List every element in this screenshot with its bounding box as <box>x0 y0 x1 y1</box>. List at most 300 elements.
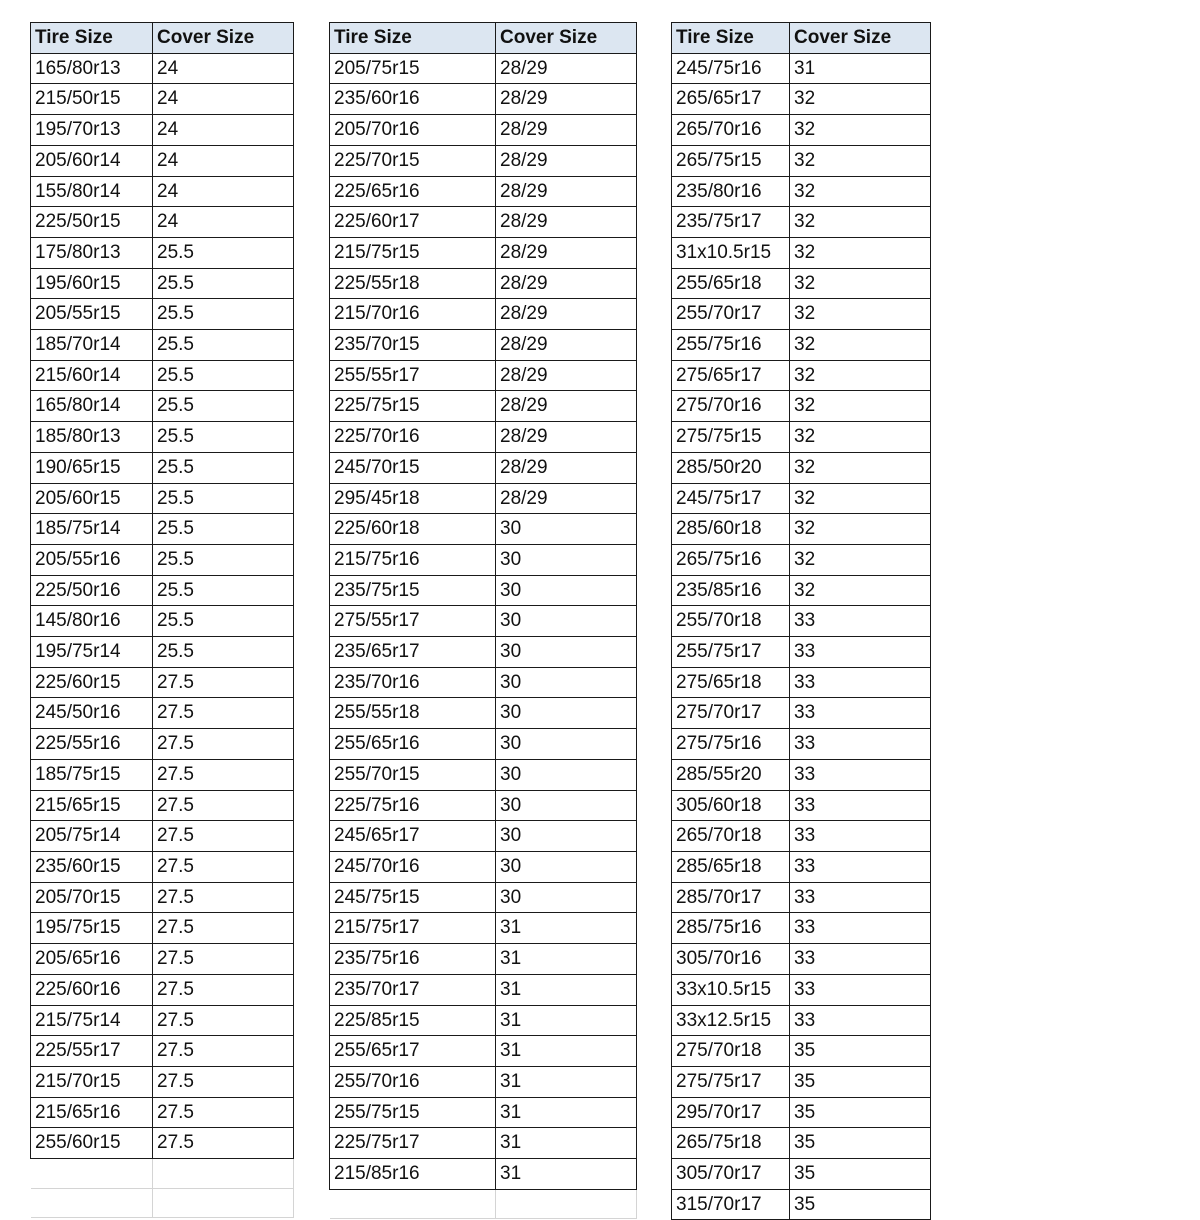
table-row <box>672 452 931 483</box>
cover-size-cell: 28/29 <box>496 207 637 238</box>
cover-size-cell: 32 <box>790 145 931 176</box>
tire-size-cell: 255/75r15 <box>330 1097 496 1128</box>
tire-size-cell: 225/75r15 <box>330 391 496 422</box>
table-row <box>672 299 931 330</box>
tire-size-cell: 225/65r16 <box>330 176 496 207</box>
table-row <box>31 391 294 422</box>
table-row <box>672 1128 931 1159</box>
empty-cell <box>496 1189 637 1219</box>
table-row <box>31 637 294 668</box>
tire-cover-table-3 <box>671 22 931 1220</box>
cover-size-cell: 24 <box>153 207 294 238</box>
tire-size-cell: 225/55r17 <box>31 1036 153 1067</box>
cover-size-cell: 33 <box>790 790 931 821</box>
cover-size-cell: 31 <box>790 53 931 84</box>
cover-size-cell: 27.5 <box>153 1036 294 1067</box>
cover-size-cell: 35 <box>790 1159 931 1190</box>
tire-size-cell: 225/60r15 <box>31 667 153 698</box>
tire-size-cell: 285/55r20 <box>672 759 790 790</box>
tire-size-cell: 235/75r16 <box>330 944 496 975</box>
cover-size-cell: 27.5 <box>153 1066 294 1097</box>
table-row <box>330 268 637 299</box>
tire-size-cell: 215/65r16 <box>31 1097 153 1128</box>
tire-size-cell: 225/60r17 <box>330 207 496 238</box>
table-row <box>330 759 637 790</box>
tire-size-cell: 205/60r15 <box>31 483 153 514</box>
cover-size-cell: 35 <box>790 1128 931 1159</box>
cover-size-cell: 27.5 <box>153 944 294 975</box>
tire-size-cell: 285/70r17 <box>672 882 790 913</box>
cover-size-cell: 27.5 <box>153 1005 294 1036</box>
tire-size-cell: 205/75r15 <box>330 53 496 84</box>
table-row <box>31 514 294 545</box>
cover-size-cell: 25.5 <box>153 483 294 514</box>
tire-size-cell: 185/75r14 <box>31 514 153 545</box>
tire-size-cell: 255/70r15 <box>330 759 496 790</box>
table-row <box>31 667 294 698</box>
cover-size-cell: 28/29 <box>496 330 637 361</box>
table-row <box>330 391 637 422</box>
table-row <box>330 53 637 84</box>
table-row <box>330 606 637 637</box>
cover-size-cell: 32 <box>790 207 931 238</box>
table-row <box>330 514 637 545</box>
tire-size-cell: 145/80r16 <box>31 606 153 637</box>
cover-size-cell: 27.5 <box>153 698 294 729</box>
cover-size-cell: 28/29 <box>496 360 637 391</box>
cover-size-cell: 27.5 <box>153 821 294 852</box>
tire-size-cell: 275/75r16 <box>672 729 790 760</box>
cover-size-cell: 31 <box>496 1036 637 1067</box>
table-row <box>330 1097 637 1128</box>
tire-size-cell: 265/65r17 <box>672 84 790 115</box>
cover-size-cell: 24 <box>153 53 294 84</box>
table-row <box>672 544 931 575</box>
tire-size-cell: 255/75r16 <box>672 330 790 361</box>
table-row <box>330 667 637 698</box>
table-row <box>330 84 637 115</box>
cover-size-cell: 24 <box>153 115 294 146</box>
table-row <box>672 974 931 1005</box>
tire-size-cell: 245/70r15 <box>330 452 496 483</box>
table-row <box>31 360 294 391</box>
table-row <box>330 237 637 268</box>
tire-size-cell: 285/75r16 <box>672 913 790 944</box>
table-row <box>672 575 931 606</box>
table-row <box>672 268 931 299</box>
header-cover-size: Cover Size <box>790 23 931 54</box>
table-row <box>31 84 294 115</box>
cover-size-cell: 25.5 <box>153 514 294 545</box>
cover-size-cell: 25.5 <box>153 237 294 268</box>
table-row <box>330 299 637 330</box>
table-row <box>672 483 931 514</box>
tire-size-cell: 255/70r17 <box>672 299 790 330</box>
tire-size-cell: 215/75r14 <box>31 1005 153 1036</box>
table-row <box>672 637 931 668</box>
cover-size-cell: 32 <box>790 84 931 115</box>
table-row <box>330 330 637 361</box>
table-row <box>31 53 294 84</box>
table-row <box>31 452 294 483</box>
table-row <box>672 514 931 545</box>
cover-size-cell: 28/29 <box>496 391 637 422</box>
tire-size-cell: 33x10.5r15 <box>672 974 790 1005</box>
table-row <box>31 207 294 238</box>
table-row <box>672 84 931 115</box>
cover-size-cell: 28/29 <box>496 53 637 84</box>
cover-size-cell: 32 <box>790 452 931 483</box>
cover-size-cell: 30 <box>496 667 637 698</box>
tire-size-cell: 225/50r15 <box>31 207 153 238</box>
cover-size-cell: 32 <box>790 575 931 606</box>
cover-size-cell: 25.5 <box>153 452 294 483</box>
tire-size-cell: 185/80r13 <box>31 422 153 453</box>
table-row <box>31 759 294 790</box>
cover-size-cell: 33 <box>790 851 931 882</box>
table-row <box>330 452 637 483</box>
table-row <box>330 1189 637 1219</box>
cover-size-cell: 27.5 <box>153 759 294 790</box>
tire-size-cell: 225/60r18 <box>330 514 496 545</box>
tire-size-cell: 255/65r16 <box>330 729 496 760</box>
cover-size-cell: 33 <box>790 913 931 944</box>
tire-size-cell: 275/55r17 <box>330 606 496 637</box>
table-row <box>31 483 294 514</box>
cover-size-cell: 30 <box>496 637 637 668</box>
tire-size-cell: 33x12.5r15 <box>672 1005 790 1036</box>
tire-size-cell: 275/70r16 <box>672 391 790 422</box>
tire-size-cell: 275/75r15 <box>672 422 790 453</box>
tire-size-cell: 265/70r18 <box>672 821 790 852</box>
cover-size-cell: 32 <box>790 422 931 453</box>
table-row <box>330 544 637 575</box>
tire-size-cell: 295/70r17 <box>672 1097 790 1128</box>
tire-size-cell: 215/75r15 <box>330 237 496 268</box>
cover-size-cell: 33 <box>790 637 931 668</box>
tire-size-cell: 285/60r18 <box>672 514 790 545</box>
table-row <box>31 330 294 361</box>
table-row <box>330 913 637 944</box>
table-row <box>330 729 637 760</box>
table-row <box>31 974 294 1005</box>
tire-size-cell: 255/70r18 <box>672 606 790 637</box>
table-row <box>672 1189 931 1220</box>
table-row <box>31 422 294 453</box>
table-row <box>672 422 931 453</box>
table-row <box>672 115 931 146</box>
tire-size-cell: 225/55r16 <box>31 729 153 760</box>
tire-size-cell: 190/65r15 <box>31 452 153 483</box>
table-row <box>672 790 931 821</box>
tire-size-cell: 235/75r15 <box>330 575 496 606</box>
table-row <box>31 698 294 729</box>
tire-size-cell: 275/70r18 <box>672 1036 790 1067</box>
tire-size-cell: 205/65r16 <box>31 944 153 975</box>
table-row <box>672 207 931 238</box>
tire-size-cell: 165/80r14 <box>31 391 153 422</box>
tire-size-cell: 245/75r15 <box>330 882 496 913</box>
cover-size-cell: 31 <box>496 944 637 975</box>
table-row <box>31 790 294 821</box>
tire-size-cell: 31x10.5r15 <box>672 237 790 268</box>
table-row <box>672 944 931 975</box>
cover-size-cell: 30 <box>496 514 637 545</box>
table-row <box>31 821 294 852</box>
table-row <box>672 237 931 268</box>
table-header-row <box>672 23 931 54</box>
table-header-row <box>31 23 294 54</box>
table-row <box>330 944 637 975</box>
tire-size-cell: 195/75r15 <box>31 913 153 944</box>
table-row <box>330 637 637 668</box>
header-tire-size: Tire Size <box>31 23 153 54</box>
table-row <box>31 1159 294 1189</box>
cover-size-cell: 32 <box>790 115 931 146</box>
table-row <box>330 1036 637 1067</box>
cover-size-cell: 32 <box>790 483 931 514</box>
table-row <box>672 391 931 422</box>
header-cover-size: Cover Size <box>153 23 294 54</box>
header-tire-size: Tire Size <box>672 23 790 54</box>
tire-size-cell: 275/70r17 <box>672 698 790 729</box>
cover-size-cell: 33 <box>790 974 931 1005</box>
tire-size-cell: 255/75r17 <box>672 637 790 668</box>
tire-size-cell: 225/70r15 <box>330 145 496 176</box>
tire-size-cell: 255/60r15 <box>31 1128 153 1159</box>
tire-size-cell: 215/70r15 <box>31 1066 153 1097</box>
cover-size-cell: 30 <box>496 790 637 821</box>
cover-size-cell: 30 <box>496 882 637 913</box>
table-row <box>672 330 931 361</box>
tire-size-cell: 265/75r18 <box>672 1128 790 1159</box>
tire-cover-table-2 <box>329 22 637 1219</box>
table-row <box>31 882 294 913</box>
header-tire-size: Tire Size <box>330 23 496 54</box>
table-row <box>672 667 931 698</box>
cover-size-cell: 31 <box>496 1097 637 1128</box>
cover-size-cell: 31 <box>496 1128 637 1159</box>
tire-size-cell: 295/45r18 <box>330 483 496 514</box>
table-row <box>672 53 931 84</box>
tire-size-cell: 275/65r17 <box>672 360 790 391</box>
tire-size-cell: 195/60r15 <box>31 268 153 299</box>
cover-size-cell: 28/29 <box>496 84 637 115</box>
table-row <box>31 237 294 268</box>
cover-size-cell: 30 <box>496 606 637 637</box>
header-cover-size: Cover Size <box>496 23 637 54</box>
tire-size-cell: 265/70r16 <box>672 115 790 146</box>
cover-size-cell: 27.5 <box>153 729 294 760</box>
tire-size-cell: 195/75r14 <box>31 637 153 668</box>
tire-size-cell: 285/65r18 <box>672 851 790 882</box>
tire-size-cell: 225/75r17 <box>330 1128 496 1159</box>
tire-size-cell: 245/75r17 <box>672 483 790 514</box>
table-row <box>330 207 637 238</box>
table-row <box>672 145 931 176</box>
table-row <box>330 1005 637 1036</box>
table-row <box>330 698 637 729</box>
tire-size-cell: 215/60r14 <box>31 360 153 391</box>
tire-size-cell: 235/85r16 <box>672 575 790 606</box>
cover-size-cell: 27.5 <box>153 1128 294 1159</box>
table-row <box>330 1128 637 1159</box>
table-row <box>672 698 931 729</box>
tire-size-cell: 205/60r14 <box>31 145 153 176</box>
table-row <box>330 115 637 146</box>
cover-size-cell: 27.5 <box>153 882 294 913</box>
tire-size-cell: 215/70r16 <box>330 299 496 330</box>
cover-size-cell: 35 <box>790 1189 931 1220</box>
cover-size-cell: 25.5 <box>153 575 294 606</box>
tire-size-cell: 205/70r16 <box>330 115 496 146</box>
table-row <box>31 299 294 330</box>
cover-size-cell: 28/29 <box>496 237 637 268</box>
tire-size-cell: 185/70r14 <box>31 330 153 361</box>
cover-size-cell: 28/29 <box>496 268 637 299</box>
table-row <box>330 575 637 606</box>
cover-size-cell: 32 <box>790 237 931 268</box>
tire-cover-table-1 <box>30 22 294 1218</box>
table-row <box>672 360 931 391</box>
tire-size-cell: 305/70r17 <box>672 1159 790 1190</box>
cover-size-cell: 28/29 <box>496 483 637 514</box>
table-row <box>672 759 931 790</box>
tire-size-cell: 225/60r16 <box>31 974 153 1005</box>
tire-size-cell: 235/60r15 <box>31 851 153 882</box>
cover-size-cell: 28/29 <box>496 299 637 330</box>
table-row <box>672 729 931 760</box>
table-row <box>330 821 637 852</box>
cover-size-cell: 31 <box>496 1005 637 1036</box>
tire-size-cell: 235/70r16 <box>330 667 496 698</box>
cover-size-cell: 25.5 <box>153 544 294 575</box>
cover-size-cell: 30 <box>496 759 637 790</box>
tire-size-cell: 245/70r16 <box>330 851 496 882</box>
tire-size-cell: 255/65r17 <box>330 1036 496 1067</box>
empty-cell <box>31 1159 153 1189</box>
cover-size-cell: 27.5 <box>153 1097 294 1128</box>
table-row <box>31 729 294 760</box>
cover-size-cell: 32 <box>790 299 931 330</box>
table-row <box>672 176 931 207</box>
tire-size-cell: 265/75r16 <box>672 544 790 575</box>
tire-size-cell: 235/80r16 <box>672 176 790 207</box>
tire-size-cell: 205/55r15 <box>31 299 153 330</box>
cover-size-cell: 24 <box>153 176 294 207</box>
cover-size-cell: 30 <box>496 729 637 760</box>
cover-size-cell: 30 <box>496 851 637 882</box>
cover-size-cell: 28/29 <box>496 422 637 453</box>
table-row <box>31 913 294 944</box>
table-row <box>672 913 931 944</box>
tire-size-cell: 205/75r14 <box>31 821 153 852</box>
tire-size-cell: 305/60r18 <box>672 790 790 821</box>
tire-size-cell: 255/70r16 <box>330 1066 496 1097</box>
cover-size-cell: 28/29 <box>496 452 637 483</box>
table-row <box>31 606 294 637</box>
cover-size-cell: 28/29 <box>496 176 637 207</box>
tire-size-cell: 315/70r17 <box>672 1189 790 1220</box>
cover-size-cell: 32 <box>790 176 931 207</box>
cover-size-cell: 33 <box>790 759 931 790</box>
tire-size-cell: 215/65r15 <box>31 790 153 821</box>
cover-size-cell: 30 <box>496 698 637 729</box>
cover-size-cell: 35 <box>790 1066 931 1097</box>
cover-size-cell: 24 <box>153 84 294 115</box>
table-row <box>330 974 637 1005</box>
cover-size-cell: 33 <box>790 821 931 852</box>
table-row <box>31 1036 294 1067</box>
table-row <box>31 851 294 882</box>
cover-size-cell: 25.5 <box>153 606 294 637</box>
tire-size-cell: 235/70r15 <box>330 330 496 361</box>
cover-size-cell: 28/29 <box>496 115 637 146</box>
tire-size-cell: 225/55r18 <box>330 268 496 299</box>
cover-size-cell: 27.5 <box>153 913 294 944</box>
tire-size-cell: 205/55r16 <box>31 544 153 575</box>
cover-size-cell: 25.5 <box>153 391 294 422</box>
tire-size-cell: 165/80r13 <box>31 53 153 84</box>
table-row <box>330 1159 637 1190</box>
tire-size-cell: 275/75r17 <box>672 1066 790 1097</box>
table-row <box>672 882 931 913</box>
tire-size-cell: 225/85r15 <box>330 1005 496 1036</box>
table-row <box>31 1128 294 1159</box>
tire-size-cell: 185/75r15 <box>31 759 153 790</box>
tire-size-cell: 215/50r15 <box>31 84 153 115</box>
cover-size-cell: 32 <box>790 391 931 422</box>
table-row <box>31 176 294 207</box>
cover-size-cell: 32 <box>790 330 931 361</box>
cover-size-cell: 32 <box>790 514 931 545</box>
cover-size-cell: 35 <box>790 1036 931 1067</box>
table-row <box>31 268 294 299</box>
tire-size-cell: 255/55r17 <box>330 360 496 391</box>
table-row <box>672 1066 931 1097</box>
cover-size-cell: 32 <box>790 544 931 575</box>
table-row <box>31 1097 294 1128</box>
cover-size-cell: 32 <box>790 268 931 299</box>
tire-size-cell: 205/70r15 <box>31 882 153 913</box>
cover-size-cell: 25.5 <box>153 637 294 668</box>
cover-size-cell: 31 <box>496 913 637 944</box>
table-row <box>31 544 294 575</box>
table-row <box>330 422 637 453</box>
tire-size-cell: 225/50r16 <box>31 575 153 606</box>
cover-size-cell: 27.5 <box>153 667 294 698</box>
table-row <box>330 851 637 882</box>
tire-size-cell: 275/65r18 <box>672 667 790 698</box>
tire-size-cell: 215/75r17 <box>330 913 496 944</box>
cover-size-cell: 30 <box>496 544 637 575</box>
cover-size-cell: 31 <box>496 974 637 1005</box>
table-row <box>672 821 931 852</box>
cover-size-cell: 25.5 <box>153 422 294 453</box>
empty-cell <box>330 1189 496 1219</box>
cover-size-cell: 33 <box>790 698 931 729</box>
tire-size-cell: 285/50r20 <box>672 452 790 483</box>
cover-size-cell: 25.5 <box>153 360 294 391</box>
tire-size-cell: 235/70r17 <box>330 974 496 1005</box>
table-row <box>31 575 294 606</box>
cover-size-cell: 27.5 <box>153 790 294 821</box>
empty-cell <box>31 1188 153 1218</box>
cover-size-cell: 25.5 <box>153 330 294 361</box>
cover-size-cell: 32 <box>790 360 931 391</box>
tire-size-cell: 235/75r17 <box>672 207 790 238</box>
cover-size-cell: 30 <box>496 575 637 606</box>
